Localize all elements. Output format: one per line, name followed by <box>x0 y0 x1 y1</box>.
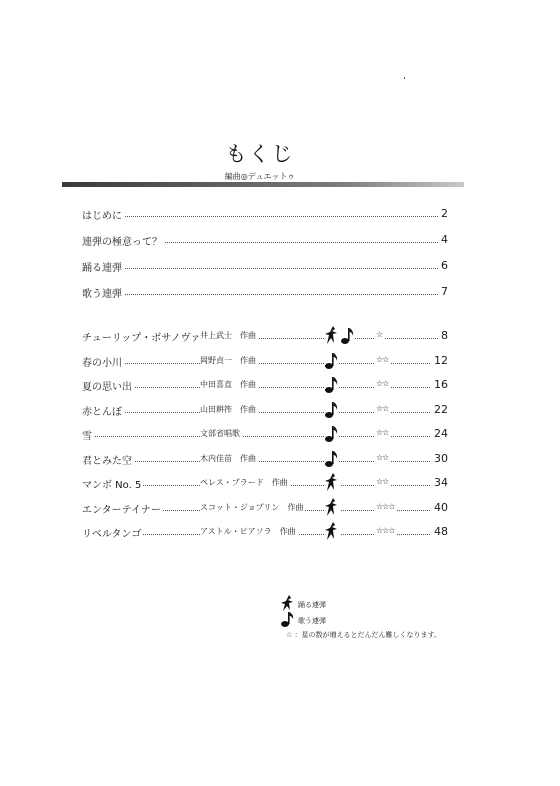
dancer-icon <box>324 521 340 544</box>
style-icons <box>324 399 338 419</box>
difficulty-stars: ☆☆☆ <box>376 526 395 535</box>
section-title: 歌う連弾 <box>82 285 124 300</box>
song-row <box>82 501 448 519</box>
difficulty-stars: ☆☆ <box>376 452 389 462</box>
style-icons <box>324 521 340 541</box>
style-icons <box>324 472 340 492</box>
difficulty-stars: ☆☆ <box>376 379 389 388</box>
song-row <box>82 354 448 372</box>
page-number: 6 <box>438 259 448 272</box>
leader-dots <box>82 436 448 437</box>
leader-dots <box>82 294 448 295</box>
song-row <box>82 427 448 445</box>
leader-dots <box>82 461 448 462</box>
song-row <box>82 403 448 421</box>
song-row <box>82 378 448 396</box>
composer-credit: アストル・ピアソラ 作曲 <box>200 527 296 536</box>
note-icon <box>280 610 296 630</box>
page-number: 4 <box>438 233 448 246</box>
leader-dots <box>82 412 448 413</box>
composer-credit: 井上武士 作曲 <box>200 331 256 340</box>
composer-credit: スコット・ジョプリン 作曲 <box>200 502 304 512</box>
note-icon <box>340 325 354 348</box>
section-title: 踊る連弾 <box>82 259 124 274</box>
composer-credit: 木内佳苗 作曲 <box>200 453 256 463</box>
difficulty-stars: ☆☆ <box>376 428 389 437</box>
composer-credit: ペレス・プラード 作曲 <box>200 478 288 487</box>
page-number: 7 <box>438 285 448 298</box>
composer-credit: 岡野貞一 作曲 <box>200 355 256 365</box>
section-title: はじめに <box>82 207 124 222</box>
difficulty-stars: ☆☆ <box>376 477 389 486</box>
toc-section-row <box>82 233 448 249</box>
style-icons <box>324 497 340 517</box>
legend-star-note: ☆ ：星の数が増えるとだんだん難しくなります。 <box>286 631 441 639</box>
leader-dots <box>82 268 448 269</box>
toc-section-row <box>82 259 448 275</box>
page-number: 30 <box>431 452 448 465</box>
song-title: 夏の思い出 <box>82 378 134 393</box>
note-icon <box>324 448 338 471</box>
style-icons <box>324 448 338 468</box>
page-number: 16 <box>431 378 448 391</box>
page-number: 2 <box>438 207 448 220</box>
legend-dance-label: 踊る連弾 <box>298 601 326 609</box>
page-number: 48 <box>431 525 448 538</box>
difficulty-stars: ☆☆ <box>376 354 389 364</box>
difficulty-stars: ☆ <box>376 330 383 339</box>
style-icons <box>324 350 338 370</box>
note-icon <box>324 399 338 422</box>
song-title: 赤とんぼ <box>82 403 124 418</box>
note-icon <box>324 423 338 446</box>
composer-credit: 中田喜直 作曲 <box>200 380 256 389</box>
page-number: 24 <box>431 427 448 440</box>
legend-sing-label: 歌う連弾 <box>298 617 326 625</box>
difficulty-stars: ☆☆☆ <box>376 501 395 511</box>
section-title: 連弾の極意って？ <box>82 233 164 248</box>
note-icon <box>324 374 338 397</box>
style-icons <box>324 423 338 443</box>
style-icons <box>324 325 354 345</box>
toc-section-row <box>82 207 448 223</box>
page-number: 40 <box>431 501 448 514</box>
note-icon <box>324 350 338 373</box>
page-number: 8 <box>438 329 448 342</box>
page-title: もくじ <box>225 142 295 166</box>
page-number: 22 <box>431 403 448 416</box>
song-title: リベルタンゴ <box>82 525 143 540</box>
composer-credit: 山田耕筰 作曲 <box>200 404 256 414</box>
song-title: マンボ No. 5 <box>82 476 143 491</box>
song-row <box>82 476 448 494</box>
arranger-credit: 編曲◎デュエットゥ <box>224 172 296 181</box>
scan-speck <box>404 77 405 79</box>
dancer-icon <box>324 497 340 520</box>
style-icons <box>324 374 338 394</box>
song-title: チューリップ・ボサノヴァ <box>82 329 203 344</box>
title-rule <box>62 182 464 187</box>
leader-dots <box>82 363 448 364</box>
page-number: 12 <box>431 354 448 367</box>
song-row <box>82 525 448 543</box>
leader-dots <box>82 216 448 217</box>
toc-section-row <box>82 285 448 301</box>
dancer-icon <box>324 472 340 495</box>
song-row <box>82 329 448 347</box>
song-title: エンターテイナー <box>82 501 163 516</box>
dancer-icon <box>324 325 340 348</box>
song-row <box>82 452 448 470</box>
composer-credit: 文部省唱歌 <box>200 429 240 438</box>
leader-dots <box>82 387 448 388</box>
song-title: 君とみた空 <box>82 452 134 467</box>
song-title: 春の小川 <box>82 354 124 369</box>
song-title: 雪 <box>82 427 94 442</box>
page-number: 34 <box>431 476 448 489</box>
difficulty-stars: ☆☆ <box>376 403 389 413</box>
